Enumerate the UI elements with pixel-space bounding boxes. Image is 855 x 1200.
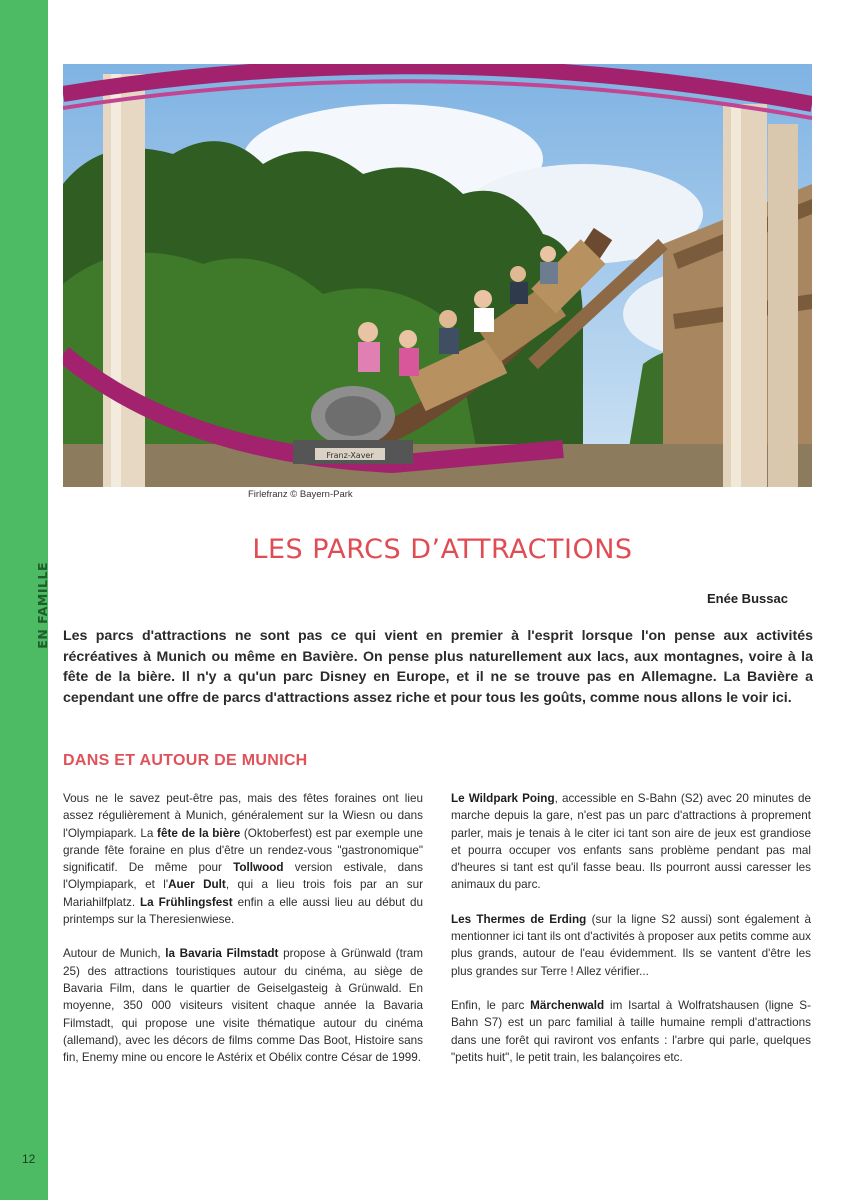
paragraph-wildpark-poing: Le Wildpark Poing, accessible en S-Bahn (S2) avec 20 minutes de marche depuis la gare, n'est pas un parc d'attractions à proprement parler, mais je tenais à le citer ici tant son aire de jeux est grandiose et pourra occuper vos enfants sans problème pendant pas mal d'heures si tant est qu'il fasse beau. Ils pourront aussi caresser les animaux du parc. xyxy=(451,792,812,892)
left-column xyxy=(63,790,423,1083)
section-label: EN FAMILLE xyxy=(35,562,50,649)
section-heading: DANS ET AUTOUR DE MUNICH xyxy=(63,752,308,769)
article-intro: Les parcs d'attractions ne sont pas ce qui vient en premier à l'esprit lorsque l'on pense aux activités récréatives à Munich ou même en Bavière. On pense plus naturellement aux lacs, aux montagnes, voire à la fête de la bière. Il n'y a qu'un parc Disney en Europe, et il ne se trouve pas en Allemagne. La Bavière a cependant une offre de parcs d'attractions assez riche et pour tous les goûts, comme nous allons le voir ici. xyxy=(63,628,813,706)
page-number: 12 xyxy=(22,1152,36,1166)
paragraph-maerchenwald: Enfin, le parc Märchenwald im Isartal à Wolfratshausen (ligne S-Bahn S7) est un parc familial à taille humaine rempli d'attractions dans une forêt qui raviront vos enfants : l'arbre qui parle, quelques "petits huit", le petit train, les balançoires etc. xyxy=(451,998,811,1064)
train-sign: Franz-Xaver xyxy=(326,451,374,460)
article-title: LES PARCS D’ATTRACTIONS xyxy=(252,534,633,565)
article-author: Enée Bussac xyxy=(707,591,788,606)
right-column xyxy=(451,790,811,1083)
paragraph-fetes-foraines: Vous ne le savez peut-être pas, mais des fêtes foraines ont lieu assez régulièrement à Munich, généralement sur la Wiesn ou dans l'Olympiapark. La fête de la bière (Oktoberfest) est par exemple une grande fête foraine en plus d'être un rendez-vous "gastronomique" significatif. De même pour Tollwood version estivale, dans l'Olympiapark, et l'Auer Dult, qui a lieu trois fois par an sur Mariahilfplatz. La Frühlingsfest enfin a elle aussi lieu au début du printemps sur la Theresienwiese. xyxy=(63,792,424,927)
photo-caption: Firlefranz © Bayern-Park xyxy=(248,489,353,500)
paragraph-bavaria-filmstadt: Autour de Munich, la Bavaria Filmstadt propose à Grünwald (tram 25) des attractions touristiques autour du cinéma, au siège de Bavaria Film, dans le quartier de Geiselgasteig à Grünwald. En moyenne, 350 000 visiteurs visitent chaque année la Bavaria Filmstadt, qui propose une visite thématique autour du cinéma (allemand), avec les décors de films comme Das Boot, Histoire sans fin, Enemy mine ou encore le Astérix et Obélix contre César de 1999. xyxy=(63,947,423,1065)
paragraph-thermes-erding: Les Thermes de Erding (sur la ligne S2 aussi) sont également à mentionner ici tant ils ont d'activités à proposer aux petits comme aux plus grands, autour de l'eau évidemment. Ils se vantent d'être les plus grandes sur Terre ! Allez vérifier... xyxy=(451,912,811,978)
roller-coaster-photo xyxy=(63,64,812,487)
